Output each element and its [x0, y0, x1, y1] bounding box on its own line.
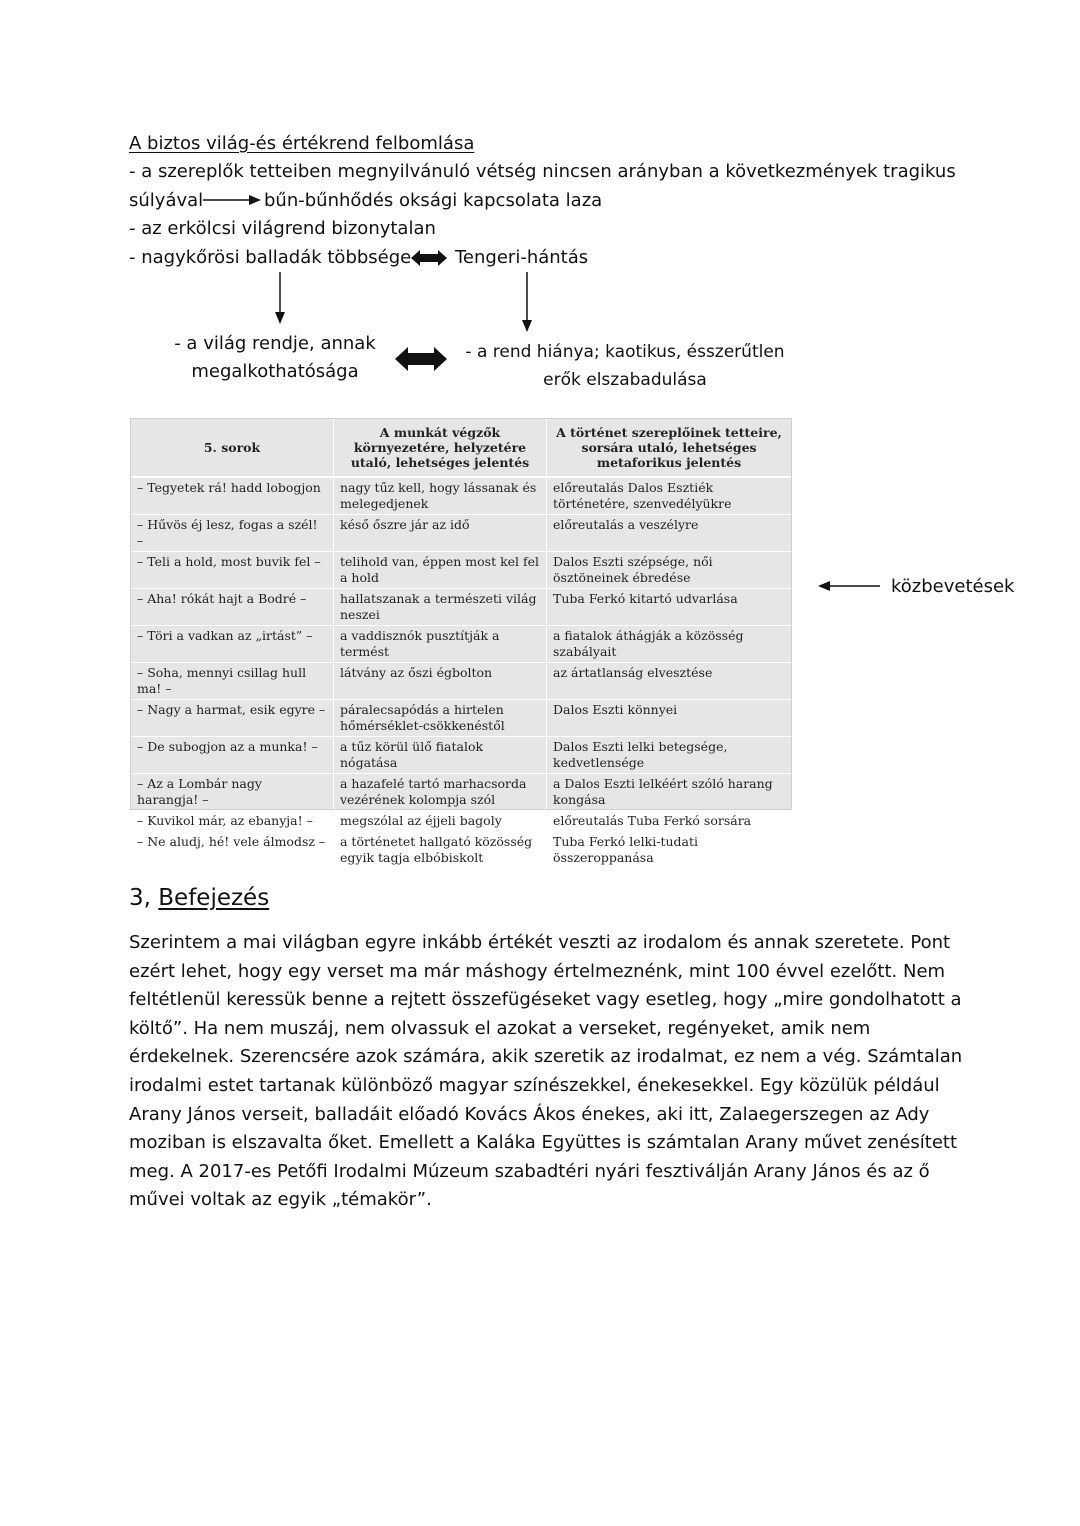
- section-heading: A biztos világ-és értékrend felbomlása: [129, 133, 475, 154]
- paragraph-line: irodalmi estet tartanak különböző magyar színészekkel, énekesekkel. Egy közülük például: [129, 1074, 940, 1096]
- table-header-cell: 5. sorok: [131, 419, 334, 477]
- table-cell: Dalos Eszti lelki betegsége, kedvetlensége: [547, 737, 792, 774]
- conclusion-paragraph: [129, 929, 963, 1215]
- table-cell: páralecsapódás a hirtelen hőmérséklet-csökkenéstől: [334, 700, 547, 737]
- note-line-3: - az erkölcsi világrend bizonytalan: [129, 218, 436, 239]
- paragraph-line: feltétlenül keressük benne a rejtett összefügéseket vagy esetleg, hogy „mire gondolhatott a: [129, 989, 962, 1011]
- conclusion-heading: [129, 882, 269, 914]
- table-cell: a tűz körül ülő fiatalok nógatása: [334, 737, 547, 774]
- table-cell: Tuba Ferkó kitartó udvarlása: [547, 589, 792, 626]
- table-row: [131, 811, 791, 832]
- ballad-table: [131, 419, 791, 869]
- table-row: [131, 663, 791, 700]
- scanned-table: [130, 418, 792, 865]
- paragraph-line: költő”. Ha nem muszáj, nem olvassuk el azokat a verseket, regényeket, amik nem: [129, 1017, 871, 1039]
- down-arrow-icon: [520, 272, 534, 332]
- table-header-cell: A történet szereplőinek tetteire, sorsára utaló, lehetséges metaforikus jelentés: [547, 419, 792, 477]
- paragraph-line: ezért lehet, hogy egy verset ma már máshogy értelmeznénk, mint 100 évvel ezelőtt. Nem: [129, 960, 946, 982]
- left-result: [160, 330, 390, 386]
- table-cell: hallatszanak a természeti világ neszei: [334, 589, 547, 626]
- down-arrow-icon: [273, 272, 287, 324]
- table-body: [131, 477, 791, 869]
- table-cell: a fiatalok áthágják a közösség szabályait: [547, 626, 792, 663]
- left-result-line-1: - a világ rendje, annak: [174, 333, 376, 354]
- table-row: [131, 552, 791, 589]
- note-line-4-left: - nagykőrösi balladák többsége: [129, 247, 412, 268]
- table-cell: előreutalás a veszélyre: [547, 515, 792, 552]
- table-cell: Tuba Ferkó lelki-tudati összeroppanása: [547, 832, 792, 869]
- table-cell: Dalos Eszti könnyei: [547, 700, 792, 737]
- table-row: [131, 626, 791, 663]
- paragraph-line: Szerintem a mai világban egyre inkább értékét veszti az irodalom és annak szeretete. Pont: [129, 932, 951, 953]
- note-line-4-right: Tengeri-hántás: [455, 247, 589, 268]
- table-row: [131, 774, 791, 811]
- paragraph-line: Arany János verseit, balladáit előadó Kovács Ákos énekes, aki itt, Zalaegerszegen az Ady: [129, 1103, 930, 1125]
- table-cell: – Aha! rókát hajt a Bodré –: [131, 589, 334, 626]
- table-cell: telihold van, éppen most kel fel a hold: [334, 552, 547, 589]
- table-cell: az ártatlanság elvesztése: [547, 663, 792, 700]
- paragraph-line: érdekelnek. Szerencsére azok számára, akik szeretik az irodalmat, ez nem a vég. Számtalan: [129, 1046, 963, 1068]
- table-cell: a történetet hallgató közösség egyik tagja elbóbiskolt: [334, 832, 547, 869]
- side-label: közbevetések: [891, 576, 1015, 597]
- paragraph-line: művei voltak az egyik „témakör”.: [129, 1189, 432, 1211]
- table-cell: késő őszre jár az idő: [334, 515, 547, 552]
- table-cell: megszólal az éjjeli bagoly: [334, 811, 547, 832]
- table-cell: a vaddisznók pusztítják a termést: [334, 626, 547, 663]
- table-cell: – Tegyetek rá! hadd lobogjon: [131, 477, 334, 515]
- table-header-cell: A munkát végzők környezetére, helyzetére utaló, lehetséges jelentés: [334, 419, 547, 477]
- note-line-2-left: súlyával: [129, 190, 204, 211]
- table-cell: – Az a Lombár nagy harangja! –: [131, 774, 334, 811]
- table-row: [131, 515, 791, 552]
- table-cell: – Hűvös éj lesz, fogas a szél! –: [131, 515, 334, 552]
- table-cell: előreutalás Tuba Ferkó sorsára: [547, 811, 792, 832]
- table-cell: előreutalás Dalos Esztiék történetére, szenvedélyükre: [547, 477, 792, 515]
- table-cell: nagy tűz kell, hogy lássanak és melegedjenek: [334, 477, 547, 515]
- paragraph-line: moziban is elszavalta őket. Emellett a Kaláka Együttes is számtalan Arany művet zenésített: [129, 1132, 958, 1154]
- table-cell: a hazafelé tartó marhacsorda vezérének kolompja szól: [334, 774, 547, 811]
- note-line-1: - a szereplők tetteiben megnyilvánuló vétség nincsen arányban a következmények tragikus: [129, 161, 956, 182]
- table-row: [131, 477, 791, 515]
- table-cell: látvány az őszi égbolton: [334, 663, 547, 700]
- table-cell: – Ne aludj, hé! vele álmodsz –: [131, 832, 334, 869]
- table-row: [131, 737, 791, 774]
- paragraph-line: meg. A 2017-es Petőfi Irodalmi Múzeum szabadtéri nyári fesztiválján Arany János és az ő: [129, 1160, 930, 1182]
- double-arrow-icon: [395, 346, 447, 372]
- table-header-row: [131, 419, 791, 477]
- conclusion-title: Befejezés: [158, 885, 270, 911]
- table-cell: – Soha, mennyi csillag hull ma! –: [131, 663, 334, 700]
- double-arrow-icon: [411, 249, 447, 267]
- table-cell: – Töri a vadkan az „irtást” –: [131, 626, 334, 663]
- note-line-2-right: bűn-bűnhődés oksági kapcsolata laza: [264, 190, 603, 211]
- right-result-line-2: erők elszabadulása: [543, 370, 707, 390]
- table-cell: a Dalos Eszti lelkéért szóló harang kongása: [547, 774, 792, 811]
- table-row: [131, 589, 791, 626]
- right-result-line-1: - a rend hiánya; kaotikus, ésszerűtlen: [465, 342, 785, 362]
- table-row: [131, 832, 791, 869]
- left-arrow-icon: [818, 579, 880, 593]
- table-cell: – De subogjon az a munka! –: [131, 737, 334, 774]
- right-arrow-icon: [203, 193, 261, 207]
- conclusion-number: 3,: [129, 885, 151, 911]
- table-cell: – Kuvikol már, az ebanyja! –: [131, 811, 334, 832]
- table-row: [131, 700, 791, 737]
- table-cell: – Nagy a harmat, esik egyre –: [131, 700, 334, 737]
- right-result: [460, 338, 790, 394]
- table-cell: – Teli a hold, most buvik fel –: [131, 552, 334, 589]
- left-result-line-2: megalkothatósága: [191, 361, 359, 382]
- table-cell: Dalos Eszti szépsége, női ösztöneinek ébredése: [547, 552, 792, 589]
